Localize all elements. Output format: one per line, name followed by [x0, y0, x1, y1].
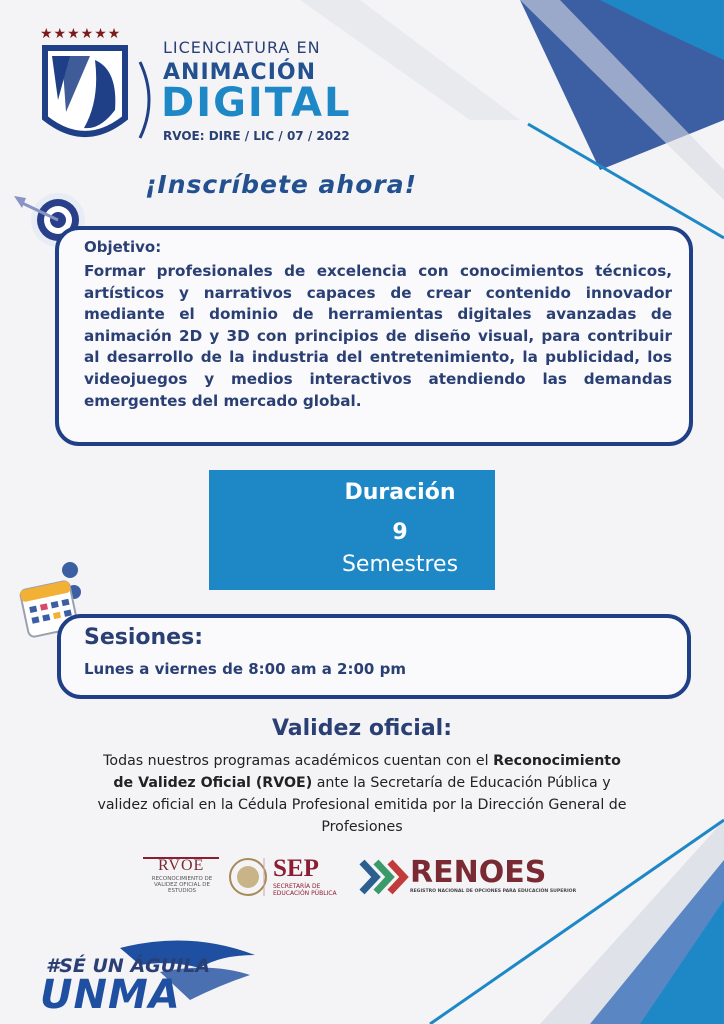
duration-number: 9 [392, 520, 408, 545]
validity-text-after: ante la Secretaría de Educación Pública y validez oficial en la Cédula Profesional emitida por la Dirección General de Profesiones [97, 775, 627, 835]
renoes-logo: RENOES [410, 855, 547, 890]
program-line3: DIGITAL [161, 80, 352, 126]
unma-logo: UNMA [40, 972, 181, 1018]
validity-title: Validez oficial: [271, 716, 453, 741]
duration-title: Duración [344, 480, 456, 505]
rvoe-code: RVOE: DIRE / LIC / 07 / 2022 [163, 129, 350, 143]
sep-logo: SEP [273, 855, 319, 882]
enroll-cta[interactable]: ¡Inscríbete ahora! [145, 170, 418, 199]
university-shield-icon [45, 48, 149, 138]
sep-seal-icon [230, 859, 266, 895]
rvoe-logo: RVOE [158, 857, 205, 874]
objective-text: Formar profesionales de excelencia con conocimientos técnicos, artísticos y narrativos capaces de crear contenido innovador mediante el dominio de herramientas digitales avanzadas de animación 2D y 3D con principios de diseño visual, para contribuir al desarrollo de la industria del entretenimiento, la publicidad, los videojuegos y medios interactivos atendiendo las demandas emergentes del mercado global. [84, 262, 672, 410]
sessions-title: Sesiones: [84, 625, 203, 650]
validity-text [92, 750, 632, 838]
renoes-chevron-icon [362, 862, 404, 892]
footer-hashtag: #SÉ UN ÁGUILA [46, 955, 211, 977]
validity-text-before: Todas nuestros programas académicos cuentan con el [103, 753, 494, 769]
renoes-logo-subtitle: REGISTRO NACIONAL DE OPCIONES PARA EDUCACIÓN SUPERIOR [410, 889, 577, 894]
rating-stars: ★★★★★★ [40, 26, 122, 42]
program-line1: LICENCIATURA EN [163, 38, 321, 57]
objective-label: Objetivo: [84, 238, 162, 256]
sessions-schedule: Lunes a viernes de 8:00 am a 2:00 pm [84, 660, 406, 678]
sep-logo-subtitle: SECRETARÍA DE EDUCACIÓN PÚBLICA [273, 883, 337, 897]
rvoe-logo-subtitle: RECONOCIMIENTO DE VALIDEZ OFICIAL DE ESTUDIOS [151, 876, 213, 894]
duration-unit: Semestres [341, 552, 459, 577]
program-line2: ANIMACIÓN [163, 60, 316, 85]
validity-text-bold: Reconocimiento de Validez Oficial (RVOE) [113, 753, 621, 791]
